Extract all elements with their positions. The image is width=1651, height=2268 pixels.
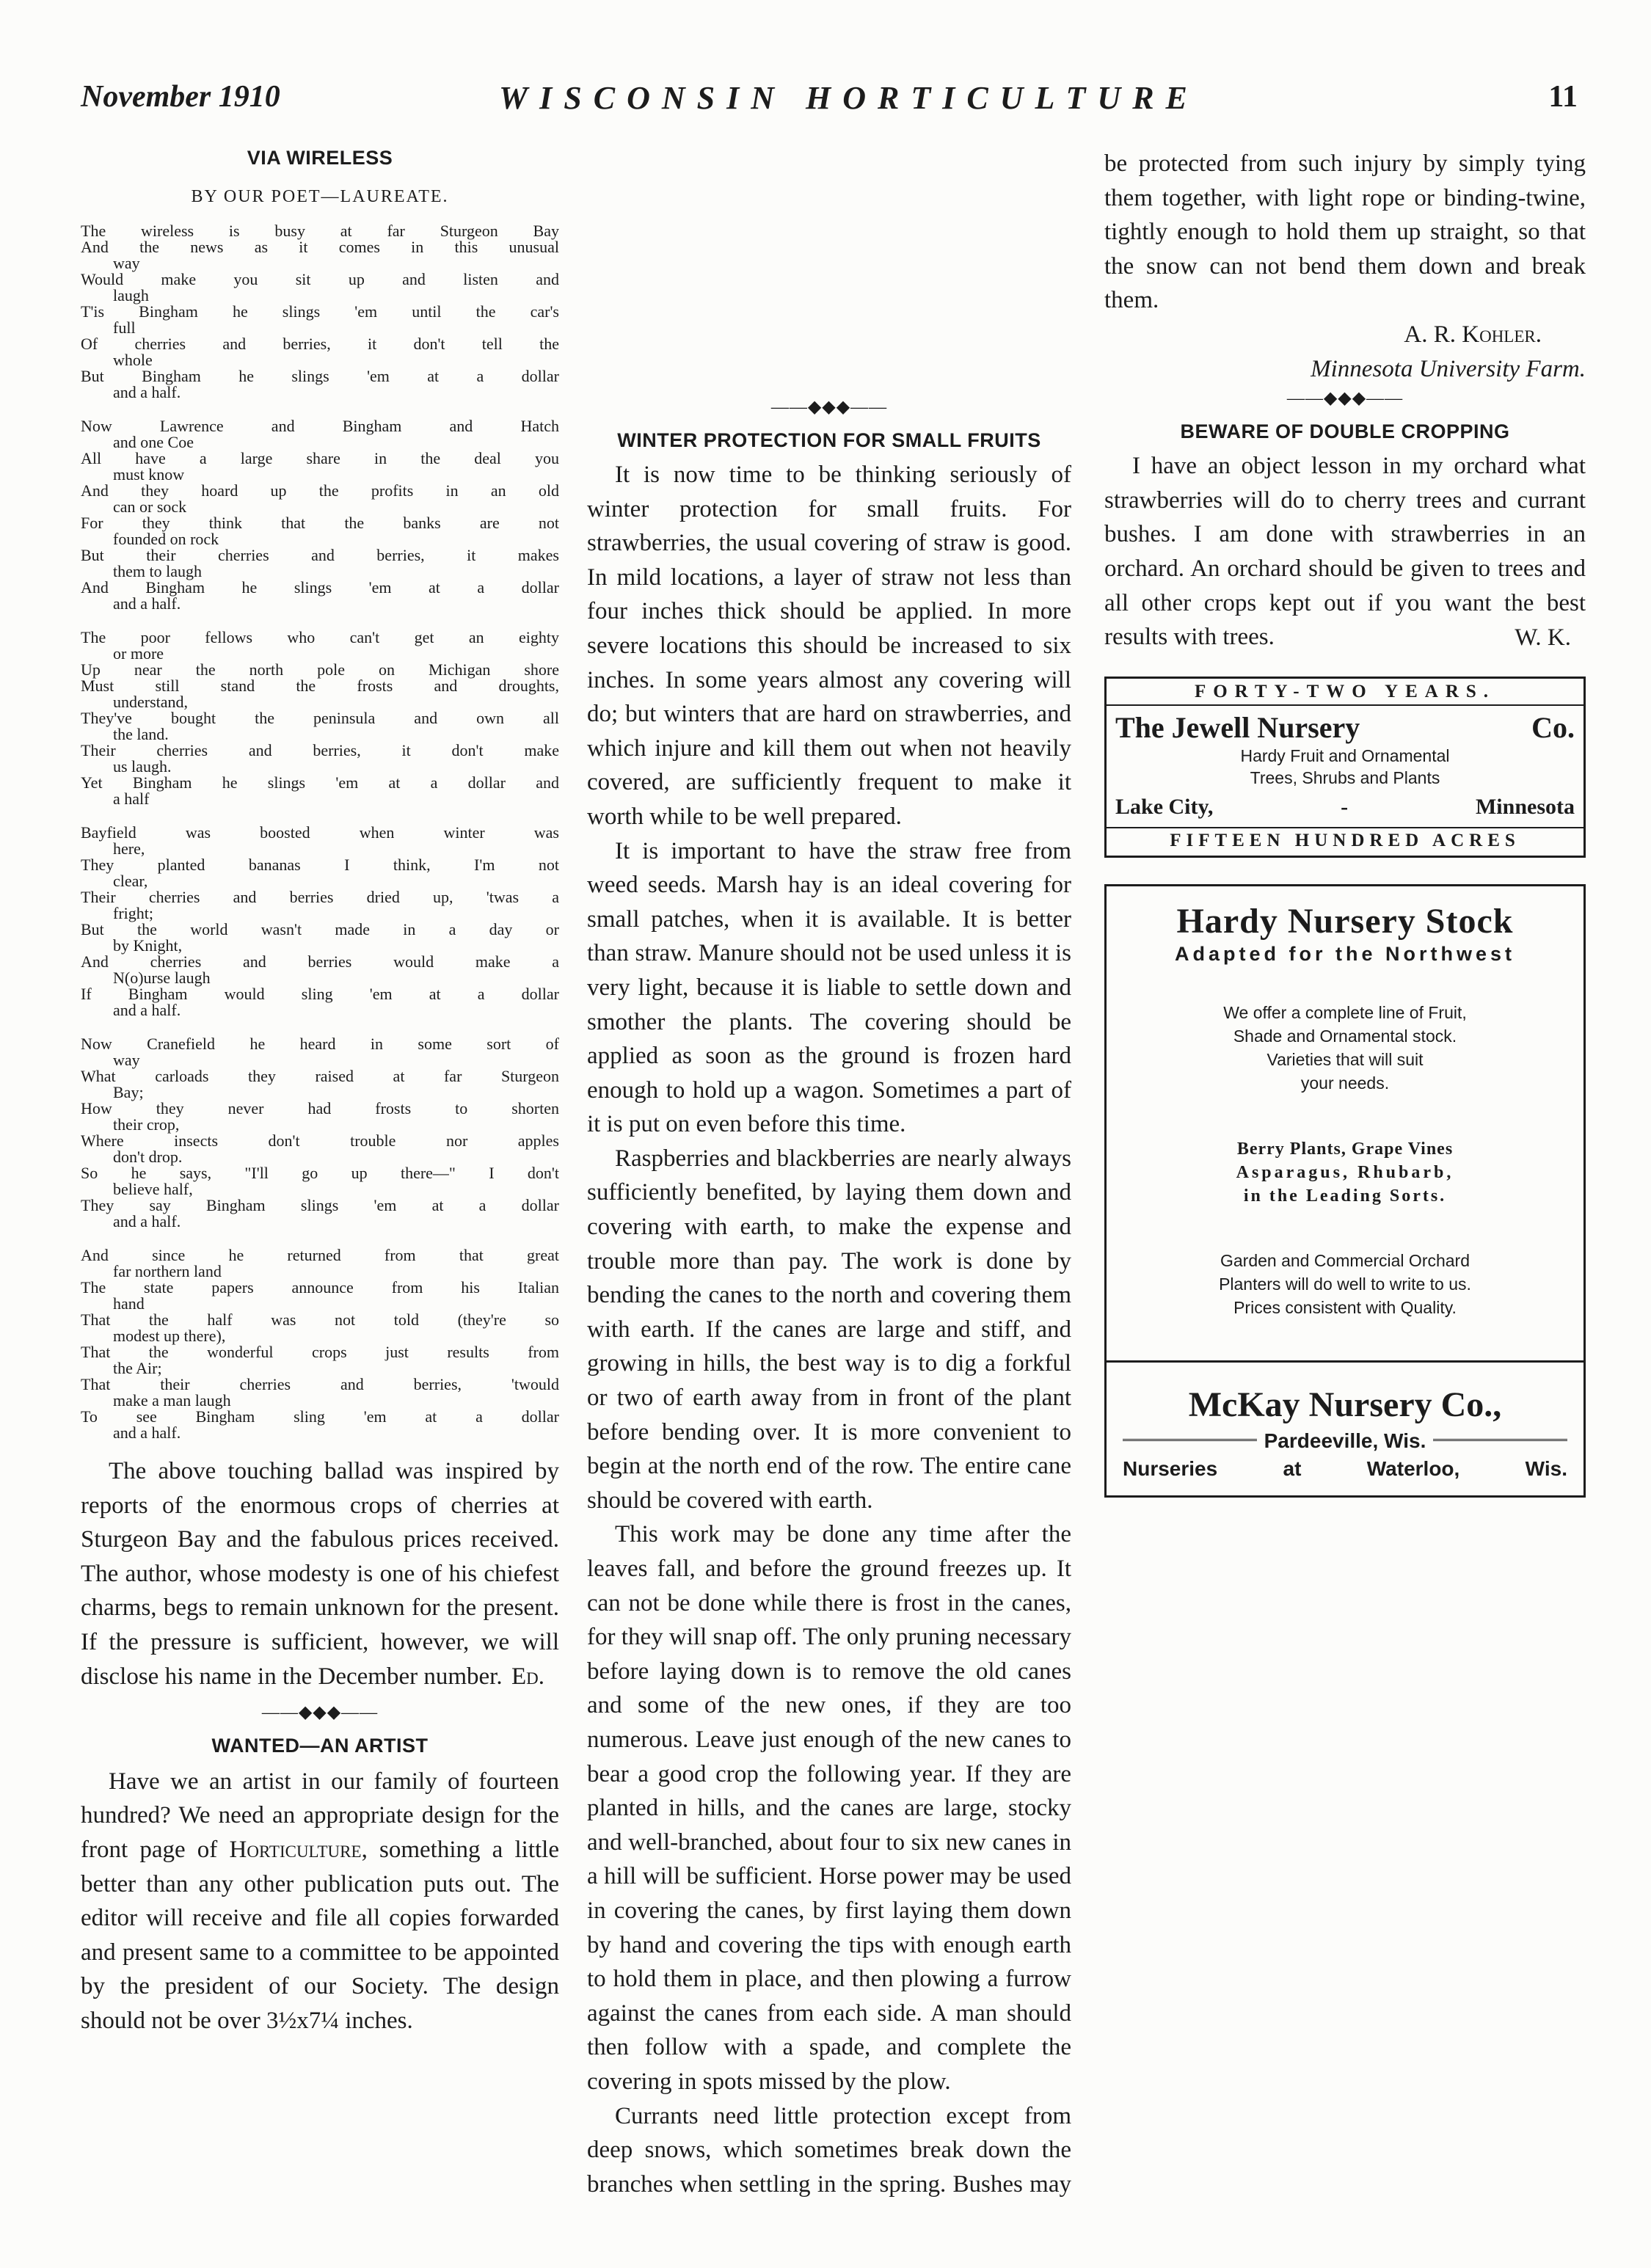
poem-stanza bbox=[81, 825, 559, 1018]
poem-line: T'is Bingham he slings 'em until the car's full bbox=[81, 302, 559, 337]
paragraph: Raspberries and blackberries are nearly always sufficiently benefited, by laying them down and covering with earth, to make the expense and trouble more than pay. The work is done by bending the canes to the north and covering them with earth. If the canes are large and stiff, and growing in hills, the best way is to dig a forkful or two of earth away from in front of the plant before bending over. It is more convenient to begin at the north end of the row. The entire cane should be covered with earth. bbox=[587, 1145, 1071, 1514]
paragraph-continued: be protected from such injury by simply tying them together, with light rope or binding-twine, tightly enough to hold them up straight, so that the snow can not bend them down and break them. bbox=[1104, 150, 1586, 314]
mckay-garden: Garden and Commercial Orchard Planters will do well to write to us. Prices consistent with Quality. bbox=[1219, 1251, 1471, 1318]
poem-stanza bbox=[81, 418, 559, 612]
double-rule bbox=[1123, 1439, 1257, 1443]
poem-line: But the world wasn't made in a day or by Knight, bbox=[81, 920, 559, 955]
poem-line: They say Bingham slings 'em at a dollar and a half. bbox=[81, 1196, 559, 1230]
poem-line: All have a large share in the deal you must know bbox=[81, 449, 559, 484]
poem-line: To see Bingham sling 'em at a dollar and a half. bbox=[81, 1407, 559, 1442]
column-middle bbox=[587, 396, 1071, 2201]
artist-title: WANTED—AN ARTIST bbox=[211, 1734, 429, 1757]
poem-line: Now Lawrence and Bingham and Hatch and one Coe bbox=[81, 417, 559, 451]
jewell-products-1: Hardy Fruit and Ornamental bbox=[1240, 746, 1450, 766]
poem-line: That the wonderful crops just results from the Air; bbox=[81, 1343, 559, 1377]
poem-line: How they never had frosts to shorten their crop, bbox=[81, 1099, 559, 1134]
jewell-location: Lake City, - Minnesota bbox=[1115, 795, 1575, 820]
poem-line: What carloads they raised at far Sturgeon Bay; bbox=[81, 1067, 559, 1101]
poem-line: They planted bananas I think, I'm not clear, bbox=[81, 856, 559, 890]
ad-rule bbox=[1107, 827, 1583, 828]
poem-line: And since he returned from that great far northern land bbox=[81, 1246, 559, 1280]
poem-note-signature: Ed. bbox=[511, 1663, 544, 1691]
poem-stanza bbox=[81, 223, 559, 401]
poem-line: Up near the north pole on Michigan shore bbox=[81, 660, 559, 679]
double-cropping-title: BEWARE OF DOUBLE CROPPING bbox=[1180, 420, 1510, 443]
poem-line: Would make you sit up and listen and laugh bbox=[81, 270, 559, 305]
paragraph: This work may be done any time after the leaves fall, and before the ground freezes up. It can not be done while there is frost in the canes, for they will snap off. The only pruning necessary before laying down is to remove the old canes and some of the new ones, if they are too numerous. Leave just enough of the new canes to bear a good crop the following year. If they are planted in hills, and the canes are large, stocky and well-branched, about four to six new canes in a hill will be sufficient. Horse power may be used in covering the canes, by first laying them down by hand and covering the tips with enough earth to hold them in place, and then plowing a furrow against the canes from each side. A man should then follow with a spade, and complete the covering in spots missed by the plow. bbox=[587, 1521, 1071, 2095]
poem-line: Must still stand the frosts and droughts, understand, bbox=[81, 677, 559, 711]
winter-text bbox=[587, 458, 1071, 2201]
poem-line: The poor fellows who can't get an eighty or more bbox=[81, 628, 559, 663]
page-number: 11 bbox=[1548, 80, 1578, 114]
page-header bbox=[81, 79, 1578, 131]
poem-line: Where insects don't trouble nor apples don't drop. bbox=[81, 1131, 559, 1166]
poem-line: Yet Bingham he slings 'em at a dollar and a half bbox=[81, 773, 559, 808]
poem-line: Of cherries and berries, it don't tell the whole bbox=[81, 335, 559, 369]
poem-line: And cherries and berries would make a N(o)urse laugh bbox=[81, 952, 559, 987]
mckay-nurseries: Nurseries at Waterloo, Wis. bbox=[1123, 1457, 1567, 1481]
poem-line: That their cherries and berries, 'twould make a man laugh bbox=[81, 1375, 559, 1410]
poem-note bbox=[81, 1454, 559, 1694]
winter-signature: A. R. Kohler. Minnesota University Farm. bbox=[1311, 321, 1586, 382]
issue-date: November 1910 bbox=[81, 80, 280, 114]
poem-line: They've bought the peninsula and own all the land. bbox=[81, 709, 559, 743]
ad-rule bbox=[1107, 704, 1583, 706]
jewell-products-2: Trees, Shrubs and Plants bbox=[1250, 768, 1440, 788]
poem-stanza bbox=[81, 630, 559, 807]
poem-line: But Bingham he slings 'em at a dollar and a half. bbox=[81, 367, 559, 401]
poem-line: So he says, "I'll go up there—" I don't believe half, bbox=[81, 1164, 559, 1198]
poem-byline: BY OUR POET—LAUREATE. bbox=[191, 187, 449, 206]
mckay-headline: Hardy Nursery Stock bbox=[1176, 902, 1514, 941]
poem-line: And they hoard up the profits in an old can or sock bbox=[81, 481, 559, 516]
mckay-offer: We offer a complete line of Fruit, Shade and Ornamental stock. Varieties that will suit your needs. bbox=[1223, 1003, 1467, 1093]
poem bbox=[81, 223, 559, 1441]
paragraph: Currants need little protection except from deep snows, which sometimes break down the branches when settling in the spring. Bushes may bbox=[587, 2102, 1071, 2198]
mckay-plants: Berry Plants, Grape Vines Asparagus, Rhubarb, in the Leading Sorts. bbox=[1236, 1140, 1454, 1206]
paragraph: It is important to have the straw free from weed seeds. Marsh hay is an ideal covering for small patches, when it is available. It is better than straw. Manure should not be used unless it is very light, because it is liable to settle down and smother the plants. The covering should be applied as soon as the ground is frozen hard enough to hold up a wagon. Sometimes a part of it is put on even before this time. bbox=[587, 837, 1071, 1138]
poem-line: That the half was not told (they're so modest up there), bbox=[81, 1310, 559, 1345]
column-right bbox=[1104, 147, 1586, 1498]
poem-line: Their cherries and berries, it don't make us laugh. bbox=[81, 741, 559, 776]
poem-line: And Bingham he slings 'em at a dollar and a half. bbox=[81, 578, 559, 613]
winter-title: WINTER PROTECTION FOR SMALL FRUITS bbox=[617, 429, 1041, 451]
paragraph: It is now time to be thinking seriously of winter protection for small fruits. For strawberries, the usual covering of straw is good. In mild locations, a layer of straw not less than four inches thick should be applied. In more severe locations this should be increased to six inches. In some years almost any covering will do; but winters that are hard on strawberries, and which injure and kill them out when not heavily covered, are sufficiently frequent to make it worth while to be well prepared. bbox=[587, 462, 1071, 830]
jewell-bottom-line: FIFTEEN HUNDRED ACRES bbox=[1170, 831, 1520, 851]
mckay-city: Pardeeville, Wis. bbox=[1123, 1429, 1567, 1453]
poem-line: The wireless is busy at far Sturgeon Bay bbox=[81, 222, 559, 240]
jewell-top-line: FORTY-TWO YEARS. bbox=[1194, 682, 1496, 702]
poem-line: If Bingham would sling 'em at a dollar and a half. bbox=[81, 985, 559, 1019]
poem-stanza bbox=[81, 1036, 559, 1230]
double-rule bbox=[1433, 1439, 1567, 1443]
magazine-title: WISCONSIN HORTICULTURE bbox=[499, 80, 1199, 116]
poem-line: The state papers announce from his Italian hand bbox=[81, 1278, 559, 1313]
mckay-tagline: Adapted for the Northwest bbox=[1174, 943, 1515, 966]
artist-text: Have we an artist in our family of fourteen hundred? We need an appropriate design for the front page of Horticulture, something a little better than any other publication puts out. The editor will receive and file all copies forwarded and present same to a committee to be appointed by the president of our Society. The design should not be over 3½x7¼ inches. bbox=[81, 1768, 559, 2034]
mckay-nursery-ad bbox=[1104, 884, 1586, 1498]
poem-stanza bbox=[81, 1247, 559, 1441]
poem-note-text: The above touching ballad was inspired by reports of the enormous crops of cherries at Sturgeon Bay and the fabulous prices received. The author, whose modesty is one of his chiefest charms, begs to remain unknown for the present. If the pressure is sufficient, however, we will disclose his name in the December number. bbox=[81, 1458, 559, 1690]
poem-line: But their cherries and berries, it makes them to laugh bbox=[81, 546, 559, 580]
column-left bbox=[81, 147, 559, 2038]
double-cropping-text: I have an object lesson in my orchard what strawberries will do to cherry trees and currant bushes. I am done with strawberries in an orchard. An orchard should be given to trees and all other crops kept out if you want the best results with trees. W. K. bbox=[1104, 449, 1586, 654]
poem-title: VIA WIRELESS bbox=[247, 147, 393, 169]
mckay-company: McKay Nursery Co., bbox=[1188, 1385, 1502, 1425]
poem-line: Their cherries and berries dried up, 'twas a fright; bbox=[81, 888, 559, 922]
ornament-divider: ——◆◆◆—— bbox=[261, 1702, 379, 1722]
ornament-divider: ——◆◆◆—— bbox=[1286, 389, 1404, 409]
ornament-divider: ——◆◆◆—— bbox=[770, 398, 888, 417]
double-cropping-signature: W. K. bbox=[1515, 624, 1571, 651]
poem-line: And the news as it comes in this unusual way bbox=[81, 238, 559, 272]
poem-line: Bayfield was boosted when winter was here, bbox=[81, 823, 559, 858]
winter-text-continued bbox=[1104, 147, 1586, 318]
jewell-name: The Jewell Nursery Co. bbox=[1115, 711, 1575, 745]
poem-line: For they think that the banks are not founded on rock bbox=[81, 514, 559, 548]
ad-rule bbox=[1107, 1360, 1583, 1363]
poem-line: Now Cranefield he heard in some sort of way bbox=[81, 1035, 559, 1069]
jewell-nursery-ad bbox=[1104, 677, 1586, 858]
